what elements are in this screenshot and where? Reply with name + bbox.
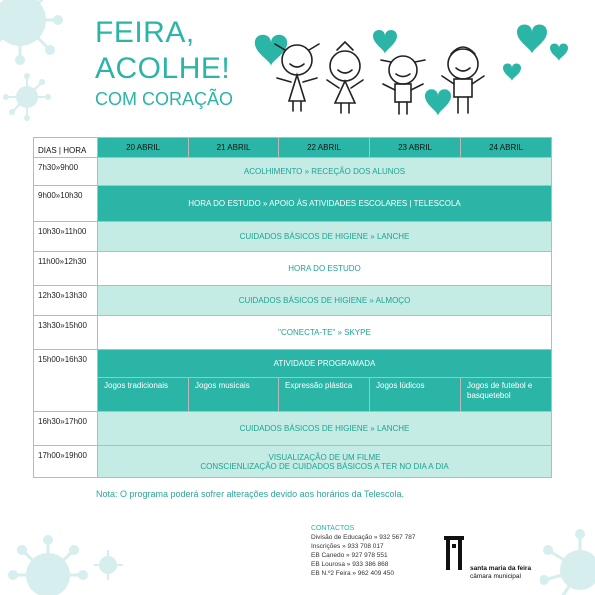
- title-line-2: ACOLHE!: [95, 52, 231, 85]
- table-header-row: [34, 138, 552, 158]
- contacts-heading: CONTACTOS: [311, 525, 355, 532]
- table-row: [34, 186, 552, 222]
- day-header: 24 ABRIL: [461, 138, 552, 158]
- day-header: 23 ABRIL: [370, 138, 461, 158]
- activity-line-2: CONSCIENLIZAÇÃO DE CUIDADOS BÁSICOS A TER NO DIA A DIA: [200, 461, 449, 471]
- schedule-note: Nota: O programa poderá sofrer alterações devido aos horários da Telescola.: [96, 489, 405, 499]
- title-line-1: FEIRA,: [95, 16, 195, 49]
- table-row: [34, 252, 552, 286]
- time-cell: 15h00»16h30: [34, 350, 98, 412]
- day-header: 21 ABRIL: [189, 138, 279, 158]
- sub-activity-cell: Jogos tradicionais: [98, 378, 189, 412]
- activity-cell: ATIVIDADE PROGRAMADA: [98, 350, 552, 378]
- table-row: [34, 158, 552, 186]
- time-cell: 13h30»15h00: [34, 316, 98, 350]
- sub-activity-cell: Jogos musicais: [189, 378, 279, 412]
- title-line-3: COM CORAÇÃO: [95, 89, 234, 109]
- corner-header: DIAS | HORA: [34, 138, 98, 158]
- time-cell: 16h30»17h00: [34, 412, 98, 446]
- day-header: 22 ABRIL: [279, 138, 370, 158]
- contact-line: EB N.º2 Feira » 962 409 450: [311, 569, 394, 577]
- activity-cell: CUIDADOS BÁSICOS DE HIGIENE » LANCHE: [98, 412, 552, 446]
- contact-line: Inscrições » 933 708 017: [311, 543, 384, 551]
- activity-cell: CUIDADOS BÁSICOS DE HIGIENE » ALMOÇO: [98, 286, 552, 316]
- contact-line: EB Lourosa » 933 386 868: [311, 560, 389, 568]
- time-cell: 7h30»9h00: [34, 158, 98, 186]
- time-cell: 9h00»10h30: [34, 186, 98, 222]
- activity-cell: [98, 446, 552, 478]
- time-cell: 12h30»13h30: [34, 286, 98, 316]
- contact-line: EB Canedo » 927 978 551: [311, 551, 388, 559]
- sub-activity-cell: Jogos de futebol e basquetebol: [461, 378, 552, 412]
- logo-subtitle: câmara municipal: [470, 573, 521, 580]
- table-row: [34, 316, 552, 350]
- day-header: 20 ABRIL: [98, 138, 189, 158]
- activity-cell: HORA DO ESTUDO: [98, 252, 552, 286]
- logo-name: santa maria da feira: [470, 565, 532, 572]
- table-row: [34, 222, 552, 252]
- sub-activity-cell: Expressão plástica: [279, 378, 370, 412]
- activity-cell: HORA DO ESTUDO » APOIO ÀS ATIVIDADES ESCOLARES | TELESCOLA: [98, 186, 552, 222]
- schedule-table: [33, 137, 552, 478]
- activity-cell: ACOLHIMENTO » RECEÇÃO DOS ALUNOS: [98, 158, 552, 186]
- virus-decoration-small-left: [2, 72, 52, 122]
- sub-activity-cell: Jogos lúdicos: [370, 378, 461, 412]
- table-row: [34, 286, 552, 316]
- table-row: [34, 446, 552, 478]
- activity-cell: CUIDADOS BÁSICOS DE HIGIENE » LANCHE: [98, 222, 552, 252]
- page-title: [95, 18, 233, 108]
- activity-line-1: VISUALIZAÇÃO DE UM FILME: [268, 452, 381, 462]
- activity-cell: "CONECTA-TE" » SKYPE: [98, 316, 552, 350]
- table-subrow: [34, 378, 552, 412]
- time-cell: 17h00»19h00: [34, 446, 98, 478]
- table-row: [34, 350, 552, 378]
- kids-illustration: [245, 18, 585, 118]
- contact-line: Divisão de Educação » 932 567 787: [311, 534, 416, 542]
- time-cell: 11h00»12h30: [34, 252, 98, 286]
- virus-decoration-bottom-left: [8, 520, 128, 595]
- time-cell: 10h30»11h00: [34, 222, 98, 252]
- table-row: [34, 412, 552, 446]
- contacts-block: [311, 524, 415, 578]
